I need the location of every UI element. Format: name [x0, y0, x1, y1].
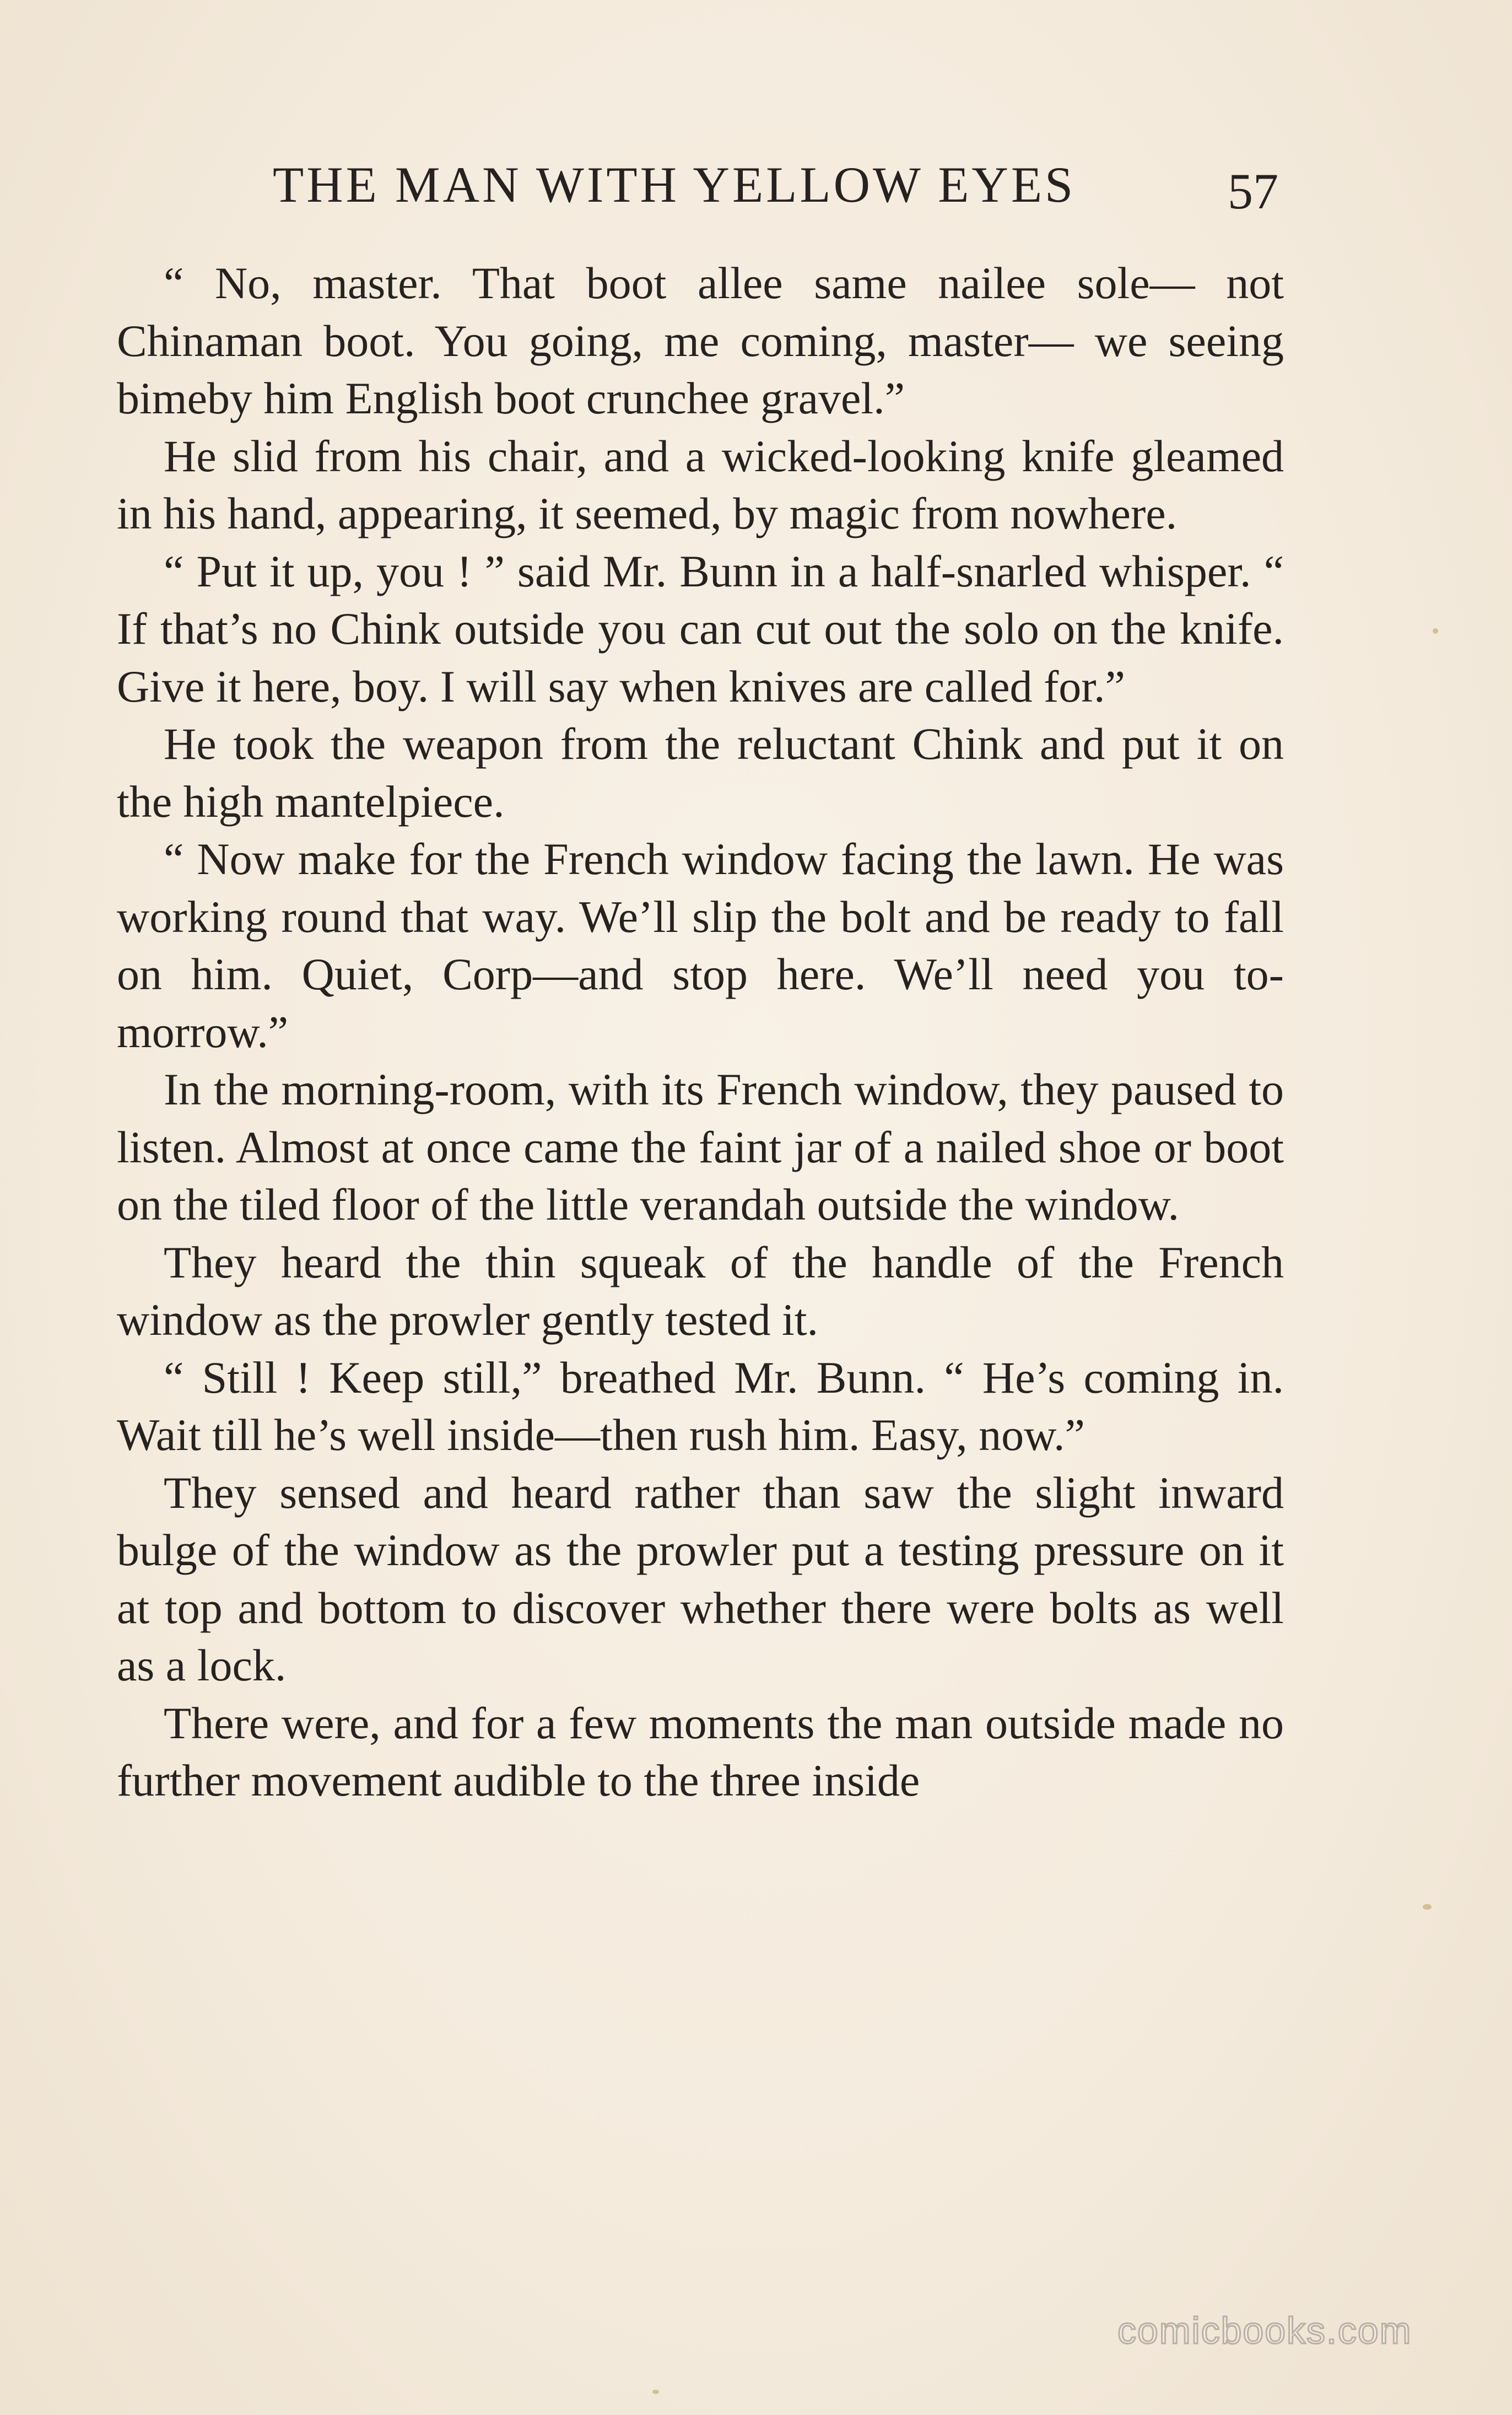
paper-speck	[652, 2390, 659, 2394]
body-text	[117, 255, 1284, 1810]
paragraph: “ Still ! Keep still,” breathed Mr. Bunn. “ He’s coming in. Wait till he’s well inside—then rush him. Easy, now.”	[117, 1352, 1284, 1460]
paragraph: There were, and for a few moments the man outside made no further movement audible to the three inside	[117, 1697, 1284, 1805]
paragraph: “ No, master. That boot allee same nailee sole— not Chinaman boot. You going, me coming, master— we seeing bimeby him English boot crunchee gravel.”	[117, 258, 1284, 423]
paragraph: They sensed and heard rather than saw the slight inward bulge of the window as the prowler put a testing pressure on it at top and bottom to discover whether there were bolts as well as a lock.	[117, 1467, 1284, 1690]
page-number: 57	[1228, 163, 1278, 219]
paragraph: He slid from his chair, and a wicked-looking knife gleamed in his hand, appearing, it seemed, by magic from nowhere.	[117, 430, 1284, 538]
paragraph: “ Now make for the French window facing the lawn. He was working round that way. We’ll slip the bolt and be ready to fall on him. Quiet, Corp—and stop here. We’ll need you to-morrow.”	[117, 834, 1284, 1057]
paragraph: In the morning-room, with its French window, they paused to listen. Almost at once came the faint jar of a nailed shoe or boot on the tiled floor of the little verandah outside the window.	[117, 1064, 1284, 1230]
paper-speck	[1433, 628, 1438, 634]
paper-speck	[1423, 1904, 1432, 1910]
paragraph: They heard the thin squeak of the handle of the French window as the prowler gently tested it.	[117, 1237, 1284, 1345]
running-head	[0, 152, 1512, 218]
watermark: comicbooks.com	[1117, 2310, 1412, 2352]
running-title: THE MAN WITH YELLOW EYES	[273, 157, 1076, 213]
paragraph: He took the weapon from the reluctant Chink and put it on the high mantelpiece.	[117, 719, 1284, 827]
paragraph: “ Put it up, you ! ” said Mr. Bunn in a half-snarled whisper. “ If that’s no Chink outside you can cut out the solo on the knife. Give it here, boy. I will say when knives are called for.”	[117, 546, 1284, 711]
